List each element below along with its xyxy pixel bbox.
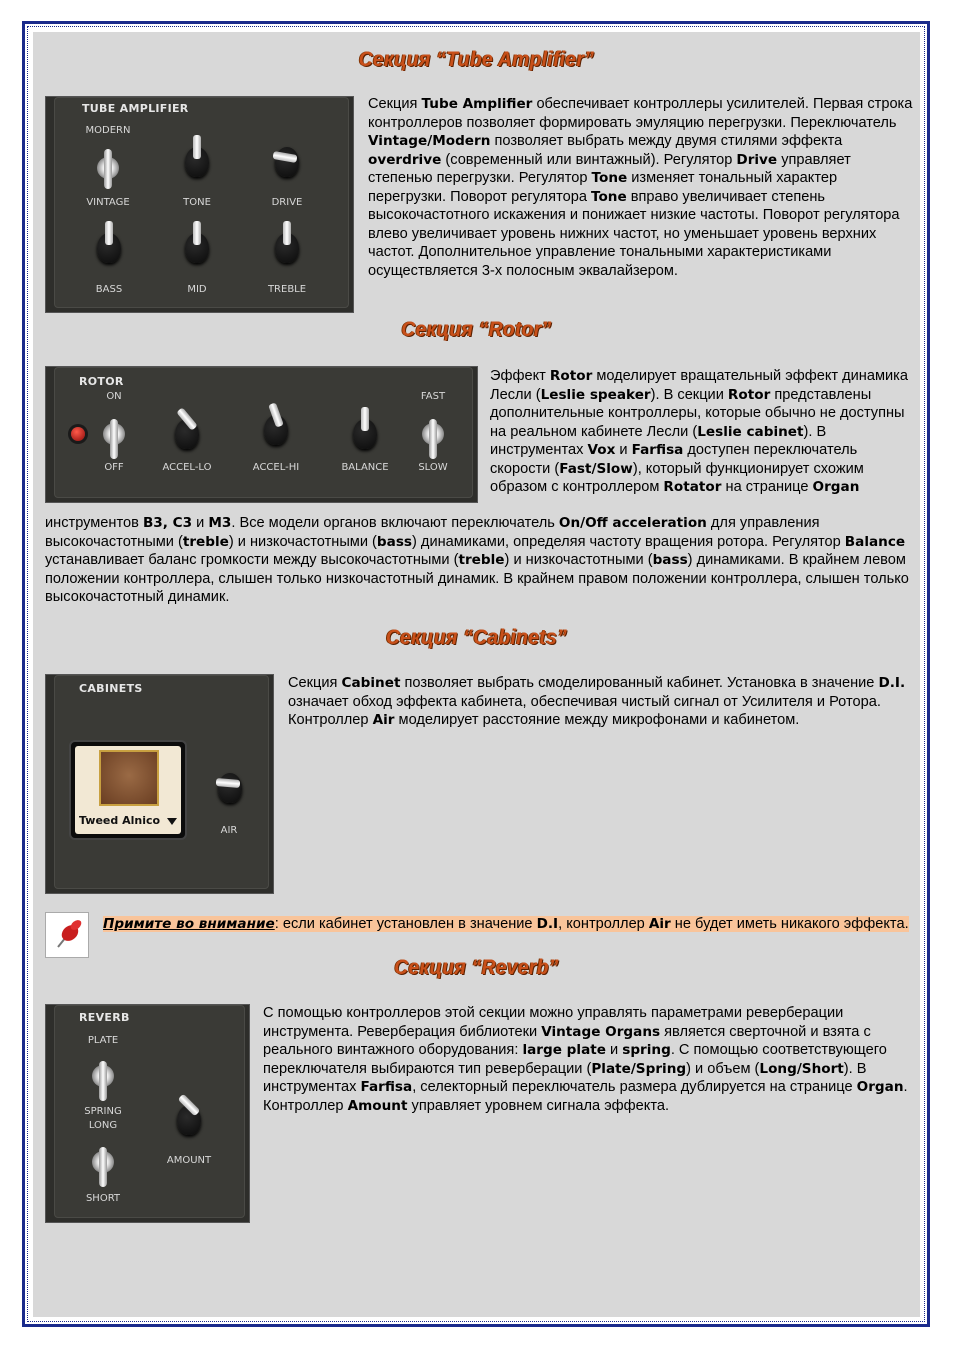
panel-title: ROTOR	[79, 375, 124, 388]
on-label: ON	[106, 391, 122, 402]
bass-label: BASS	[95, 284, 123, 295]
accel-lo-label: ACCEL-LO	[162, 462, 212, 473]
off-label: OFF	[104, 462, 124, 473]
vintage-modern-toggle[interactable]	[95, 149, 121, 193]
drive-knob[interactable]	[275, 135, 299, 177]
vintage-label: VINTAGE	[86, 197, 130, 208]
heading-reverb: Секция “Reverb”	[394, 956, 559, 979]
air-knob[interactable]	[218, 761, 242, 803]
accel-hi-knob[interactable]	[264, 403, 288, 445]
reverb-panel	[45, 1004, 250, 1223]
accel-hi-label: ACCEL-HI	[252, 462, 300, 473]
note-text: Примите во внимание: если кабинет установлен в значение D.I, контроллер Air не будет иметь никакого эффекта.	[103, 916, 909, 932]
short-label: SHORT	[85, 1193, 121, 1204]
tone-label: TONE	[183, 197, 211, 208]
amount-knob[interactable]	[177, 1093, 201, 1135]
slow-label: SLOW	[418, 462, 448, 473]
long-short-toggle[interactable]	[90, 1143, 116, 1187]
rotor-text-side: Эффект Rotor моделирует вращательный эффект динамика Лесли (Leslie speaker). В секции Rotor представлены дополнительные контроллеры, которые обычно не доступны на реальном кабинете Лесли (Leslie cabinet). В инструментах Vox и Farfisa доступен переключатель скорости (Fast/Slow), который функционирует схожим образом с контроллером Rotator на странице Organ	[490, 368, 908, 495]
cabinet-selected-label: Tweed Alnico	[79, 814, 161, 827]
chevron-down-icon[interactable]	[167, 818, 177, 825]
long-label: LONG	[88, 1120, 118, 1131]
heading-tube-amplifier: Секция “Tube Amplifier”	[358, 48, 595, 71]
panel-title: CABINETS	[79, 682, 143, 695]
treble-knob[interactable]	[275, 221, 299, 263]
heading-rotor: Секция “Rotor”	[401, 318, 552, 341]
accel-lo-knob[interactable]	[175, 407, 199, 449]
tube-amplifier-panel	[45, 96, 354, 313]
treble-label: TREBLE	[267, 284, 307, 295]
rotor-panel	[45, 366, 478, 503]
fast-slow-toggle[interactable]	[420, 415, 446, 459]
heading-cabinets: Секция “Cabinets”	[385, 626, 568, 649]
cabinet-selector[interactable]	[69, 740, 187, 840]
cabinet-image	[99, 750, 159, 806]
tube-amplifier-text: Секция Tube Amplifier обеспечивает контроллеры усилителей. Первая строка контроллеров позволяет формировать эмуляцию перегрузки. Переключатель Vintage/Modern позволяет выбрать между двумя стилями эффекта overdrive (современный или винтажный). Регулятор Drive управляет степенью перегрузки. Регулятор Tone изменяет тональный характер перегрузки. Поворот регулятора Tone вправо увеличивает степень высокочастотного искажения и понижает низкие частоты. Поворот регулятора влево увеличивает уровень нижних частот, но уменьшает уровень верхних частот. Дополнительное управление тональными характеристиками осуществляется 3-х полосным эквалайзером.	[368, 96, 913, 279]
cabinets-text: Секция Cabinet позволяет выбрать смоделированный кабинет. Установка в значение D.I. означает обход эффекта кабинета, обеспечивая чистый сигнал от Усилителя и Ротора. Контроллер Air моделирует расстояние между микрофонами и кабинетом.	[288, 675, 906, 728]
bass-knob[interactable]	[97, 221, 121, 263]
panel-title: REVERB	[79, 1011, 130, 1024]
reverb-text: С помощью контроллеров этой секции можно управлять параметрами реверберации инструмента. Реверберация библиотеки Vintage Organs является сверточной и взята с реального винтажного оборудования: large plate и spring. С помощью соответствующего переключателя выбираются тип реверберации (Plate/Spring) и объем (Long/Short). В инструментах Farfisa, селекторный переключатель размера дублируется на странице Organ. Контроллер Amount управляет уровнем сигнала эффекта.	[263, 1005, 908, 1114]
air-label: AIR	[220, 825, 238, 836]
plate-spring-toggle[interactable]	[90, 1057, 116, 1101]
plate-label: PLATE	[87, 1035, 119, 1046]
panel-title: TUBE AMPLIFIER	[82, 102, 189, 115]
tone-knob[interactable]	[185, 135, 209, 177]
amount-label: AMOUNT	[166, 1155, 212, 1166]
rotor-on-off-toggle[interactable]	[101, 415, 127, 459]
spring-label: SPRING	[84, 1106, 122, 1117]
rotor-text-full: инструментов B3, C3 и M3. Все модели органов включают переключатель On/Off acceleration для управления высокочастотными (treble) и низкочастотными (bass) динамиками, определяя частоту вращения ротора. Регулятор Balance устанавливает баланс громкости между высокочастотными (treble) и низкочастотными (bass) динамиками. В крайнем левом положении контроллера, слышен только низкочастотный динамик. В крайнем правом положении контроллера, слышен только высокочастотный динамик.	[45, 515, 909, 605]
rotor-led-icon	[71, 427, 85, 441]
balance-knob[interactable]	[353, 407, 377, 449]
balance-label: BALANCE	[341, 462, 389, 473]
fast-label: FAST	[420, 391, 446, 402]
modern-label: MODERN	[85, 125, 131, 136]
mid-knob[interactable]	[185, 221, 209, 263]
pushpin-icon	[45, 912, 89, 958]
drive-label: DRIVE	[271, 197, 303, 208]
cabinets-panel	[45, 674, 274, 894]
mid-label: MID	[187, 284, 207, 295]
